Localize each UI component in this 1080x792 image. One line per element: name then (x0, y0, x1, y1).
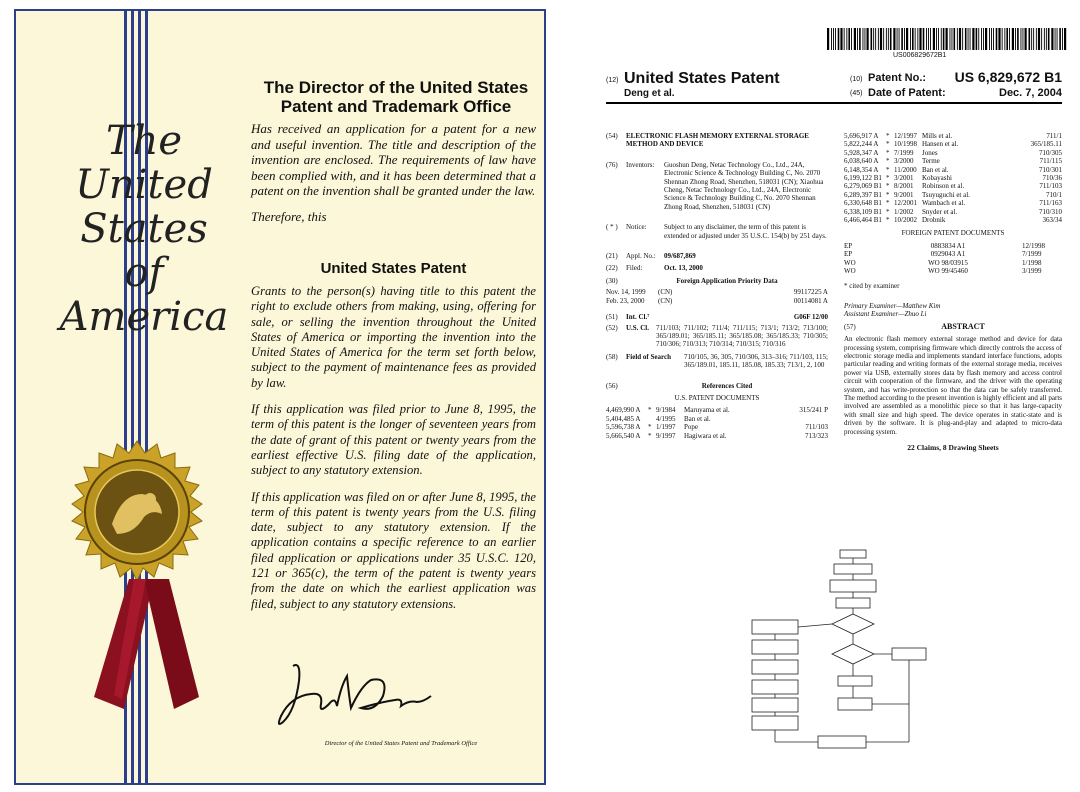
barcode-bar (930, 28, 931, 50)
foreign-doc-row (844, 267, 1062, 275)
barcode-bar (906, 28, 908, 50)
priority-date: Nov. 14, 1999 (606, 288, 646, 297)
us-doc-row (844, 174, 1062, 182)
us-doc-cls: 710/301 (1039, 165, 1062, 174)
us-doc-star: * (886, 199, 890, 208)
barcode-bar (952, 28, 953, 50)
patent-front-page (596, 28, 1066, 778)
cited-note: * cited by examiner (844, 281, 900, 290)
barcode-bar (1025, 28, 1027, 50)
us-doc-row (844, 149, 1062, 157)
barcode-bar (976, 28, 978, 50)
barcode-bar (996, 28, 998, 50)
barcode-bar (840, 28, 842, 50)
barcode-bar (857, 28, 858, 50)
barcode-bar (883, 28, 884, 50)
side-title-word: The (105, 118, 183, 164)
code-notice: ( * ) (606, 223, 618, 232)
search-label: Field of Search (626, 352, 671, 361)
barcode-bar (993, 28, 994, 50)
barcode-bar (917, 28, 918, 50)
side-title-word: United (75, 162, 213, 208)
barcode-bar (880, 28, 882, 50)
us-docs-list-continued (844, 132, 1062, 224)
us-doc-cls: 710/310 (1039, 207, 1062, 216)
us-doc-cls: 710/1 (1046, 190, 1062, 199)
us-doc-name: Hagiwara et al. (684, 431, 727, 440)
foreign-doc-date: 7/1999 (1022, 250, 1042, 259)
foreign-doc-num: WO 98/03915 (928, 258, 968, 267)
us-doc-date: 9/1997 (656, 431, 676, 440)
code-30: (30) (606, 276, 618, 285)
barcode-bar (1046, 28, 1047, 50)
foreign-doc-row (844, 259, 1062, 267)
us-doc-cls: 363/34 (1042, 216, 1062, 225)
barcode-bar (950, 28, 951, 50)
code-12: (12) (606, 77, 619, 84)
filed-field (606, 264, 828, 272)
barcode-bar (941, 28, 942, 50)
priority-country: (CN) (658, 296, 673, 305)
us-doc-star: * (886, 207, 890, 216)
us-doc-num: 6,330,648 B1 (844, 199, 882, 208)
us-doc-star: * (886, 140, 890, 149)
header-rule (606, 102, 1062, 104)
foreign-doc-c: WO (844, 267, 856, 276)
barcode-bar (854, 28, 856, 50)
barcode-bar (923, 28, 925, 50)
barcode-bar (938, 28, 939, 50)
barcode-bar (848, 28, 850, 50)
barcode-bar (1006, 28, 1008, 50)
us-doc-num: 5,666,540 A (606, 431, 641, 440)
barcode-bar (893, 28, 895, 50)
foreign-doc-row (844, 250, 1062, 258)
us-doc-name: Hansen et al. (922, 140, 959, 149)
barcode-number: US006829672B1 (893, 52, 947, 59)
us-doc-name: Wambach et al. (922, 199, 966, 208)
barcode-bar (871, 28, 873, 50)
us-doc-num: 5,822,244 A (844, 140, 879, 149)
code-54: (54) (606, 132, 618, 140)
foreign-doc-num: WO 99/45460 (928, 267, 968, 276)
us-doc-row (606, 406, 828, 414)
us-doc-star: * (886, 174, 890, 183)
us-doc-star: * (886, 182, 890, 191)
intcl-field (606, 313, 828, 321)
code-45: (45) (850, 90, 863, 97)
barcode-bar (867, 28, 869, 50)
intcl-label: Int. Cl.⁷ (626, 313, 650, 322)
barcode-bar (978, 28, 979, 50)
uscl-label: U.S. Cl. (626, 323, 649, 332)
foreign-doc-num: 0883834 A1 (930, 241, 966, 250)
refs-field (606, 382, 828, 390)
code-57: (57) (844, 322, 856, 331)
us-doc-name: Maruyama et al. (684, 406, 730, 415)
foreign-doc-num: 0929043 A1 (930, 250, 966, 259)
inventors-field (606, 161, 828, 211)
us-doc-date: 10/2002 (894, 216, 917, 225)
us-doc-date: 12/1997 (894, 132, 917, 140)
barcode-bar (959, 28, 961, 50)
us-doc-star: * (886, 148, 890, 157)
barcode-bar (1002, 28, 1003, 50)
barcode-bar (1062, 28, 1063, 50)
us-doc-date: 1/1997 (656, 423, 676, 432)
barcode-bar (873, 28, 874, 50)
code-21: (21) (606, 252, 618, 261)
us-doc-star: * (648, 406, 652, 415)
appl-field (606, 252, 828, 260)
barcode-bar (875, 28, 876, 50)
barcode-bar (928, 28, 929, 50)
primary-examiner: Primary Examiner—Matthew Kim (844, 301, 941, 310)
barcode-bar (1012, 28, 1014, 50)
refs-label: References Cited (701, 381, 753, 390)
therefore-text: Therefore, this (251, 208, 327, 224)
barcode-bar (863, 28, 864, 50)
priority-num: 00114081 A (793, 296, 828, 305)
barcode-bar (968, 28, 969, 50)
barcode-bar (915, 28, 916, 50)
foreign-doc-date: 1/1998 (1022, 258, 1042, 267)
us-doc-date: 10/1998 (894, 140, 917, 149)
notice-text: Subject to any disclaimer, the term of this patent is extended or adjusted under 35 U.S.C. 154(b) by 251 days. (664, 223, 827, 240)
priority-date: Feb. 23, 2000 (606, 296, 645, 305)
us-doc-num: 6,148,354 A (844, 165, 879, 174)
barcode-bar (1055, 28, 1056, 50)
priority-row (606, 288, 828, 296)
paragraph-prior: If this application was filed prior to June 8, 1995, the term of this patent is the longer of seventeen years from the date of grant of this patent or twenty years from the earliest effective U.S. filing date of the application, subject to any statutory extension. (251, 402, 536, 478)
us-doc-date: 3/2001 (894, 174, 914, 183)
us-doc-date: 9/1984 (656, 406, 676, 415)
barcode-bar (910, 28, 911, 50)
barcode-bar (912, 28, 914, 50)
barcode-bar (933, 28, 935, 50)
barcode-bar (1029, 28, 1031, 50)
barcode-bar (936, 28, 937, 50)
bibliographic-column (606, 132, 828, 440)
us-doc-cls: 711/103 (1039, 182, 1062, 191)
barcode-bar (901, 28, 903, 50)
us-doc-num: 5,404,485 A (606, 414, 641, 423)
us-doc-cls: 711/103 (805, 423, 828, 432)
us-doc-name: Pope (684, 423, 698, 432)
us-doc-row (844, 132, 1062, 140)
barcode (827, 28, 1067, 50)
us-doc-date: 7/1999 (894, 148, 914, 157)
us-doc-name: Terme (922, 157, 940, 166)
abstract-text: An electronic flash memory external storage method and device for data processing system, comprising firmware which directly controls the access of electronic storage media and implements standard interface functions, adopts particular reading and writing formats of the external storage media, receives power via USB, externally stores data by flash memory and access control circuit with cooperation of the firmware, and the driver with the operating system, and has write-protection so that the data can be safely transferred. The method according to the present invention is highly efficient and all parts involved are assembled as a monolithic piece so that it has large-capacity with small size and high speed. The device operates in static-state and is driven by the software. It is plug-and-play and adapted to micro-data processing system. (844, 335, 1062, 436)
barcode-bar (1048, 28, 1050, 50)
assistant-examiner: Assistant Examiner—Zhuo Li (844, 310, 927, 319)
us-doc-num: 6,038,640 A (844, 157, 879, 166)
us-doc-num: 6,289,397 B1 (844, 190, 882, 199)
us-doc-num: 5,928,347 A (844, 148, 879, 157)
inventors-text: Guoshun Deng, Netac Technology Co., Ltd., 24A, Electronic Science & Technology Building C, No. 2070 Shennan Zhong Road, Shenzhen, 518031 (CN); Xiaohua Cheng, Netac Technology Co., Ltd., 24A, Electronic Science & Technology Building C, No. 2070 Shennan Zhong Road, Shenzhen, 518031 (CN) (664, 160, 824, 211)
us-doc-cls: 711/163 (1039, 199, 1062, 208)
us-doc-name: Robinson et al. (922, 182, 965, 191)
barcode-bar (1021, 28, 1022, 50)
barcode-bar (1015, 28, 1016, 50)
us-doc-num: 6,279,069 B1 (844, 182, 882, 191)
references-column (844, 132, 1062, 452)
us-doc-date: 11/2000 (894, 165, 917, 174)
us-doc-cls (788, 415, 828, 423)
barcode-bar (1059, 28, 1061, 50)
us-doc-row (606, 432, 828, 440)
inventors-label: Inventors: (626, 160, 655, 169)
foreign-doc-date: 3/1999 (1022, 267, 1042, 276)
patent-certificate (14, 9, 546, 785)
side-title-word: States (80, 206, 208, 252)
barcode-bar (991, 28, 992, 50)
barcode-bar (1023, 28, 1024, 50)
us-doc-star: * (886, 216, 890, 225)
barcode-bar (897, 28, 898, 50)
uscl-value: 711/103; 711/102; 711/4; 711/115; 713/1; 713/2; 713/100; 365/189.01; 365/185.11; 365/185.08; 365/185.33; 710/305; 710/306; 710/313; 710/314; 710/315; 710/316 (656, 323, 828, 349)
date-label: Date of Patent: (868, 87, 946, 99)
invention-title: ELECTRONIC FLASH MEMORY EXTERNAL STORAGE METHOD AND DEVICE (626, 132, 809, 149)
us-doc-date: 12/2001 (894, 199, 917, 208)
director-signature (271, 656, 441, 736)
code-22: (22) (606, 264, 618, 273)
code-56: (56) (606, 381, 618, 390)
barcode-bar (943, 28, 945, 50)
foreign-docs-list (844, 242, 1062, 276)
us-doc-row (844, 140, 1062, 148)
barcode-bar (972, 28, 974, 50)
abstract-heading (844, 323, 1062, 331)
barcode-bar (981, 28, 982, 50)
us-doc-name: Ban et al. (922, 165, 949, 174)
barcode-bar (878, 28, 879, 50)
director-heading: The Director of the United States Patent and Trademark Office (263, 78, 529, 116)
inventor-short: Deng et al. (624, 88, 675, 99)
foreign-doc-c: EP (844, 250, 853, 259)
us-doc-row (844, 208, 1062, 216)
barcode-bar (890, 28, 892, 50)
us-doc-star: * (886, 165, 890, 174)
us-doc-cls: 710/305 (1039, 148, 1062, 157)
code-52: (52) (606, 323, 618, 332)
barcode-bar (946, 28, 948, 50)
us-docs-list (606, 406, 828, 440)
notice-field (606, 223, 828, 240)
uscl-field (606, 324, 828, 349)
barcode-bar (1036, 28, 1037, 50)
foreign-doc-c: WO (844, 258, 856, 267)
search-value: 710/105, 36, 305, 710/306, 313–316; 711/103, 115; 365/189.01, 185.11, 185.08, 185.33; 713/1, 2, 100 (684, 352, 828, 370)
foreign-doc-c: EP (844, 241, 853, 250)
barcode-bar (1004, 28, 1005, 50)
barcode-bar (998, 28, 1000, 50)
certificate-side-title (54, 119, 234, 339)
barcode-bar (957, 28, 958, 50)
paragraph-received: Has received an application for a patent for a new and useful invention. The title and description of the invention are enclosed. The requirements of law have been complied with, and it has been determined that a patent on the invention shall be granted under the law. (251, 121, 536, 199)
appl-label: Appl. No.: (626, 252, 656, 261)
barcode-bar (827, 28, 829, 50)
us-doc-row (844, 216, 1062, 224)
barcode-bar (899, 28, 900, 50)
gold-seal-icon (62, 439, 212, 589)
us-doc-name: Tsuyuguchi et al. (922, 190, 970, 199)
priority-row (606, 297, 828, 305)
paragraph-grants: Grants to the person(s) having title to this patent the right to exclude others from making, using, offering for sale, or selling the invention throughout the United States of America or importing the invention into the United States of America for the term set forth below, subject to the payment of maintenance fees as provided by law. (251, 284, 536, 390)
foreign-doc-date: 12/1998 (1022, 241, 1045, 250)
barcode-bar (1051, 28, 1053, 50)
barcode-bar (983, 28, 984, 50)
flowchart-drawing (742, 548, 952, 758)
abstract-label: ABSTRACT (941, 321, 985, 331)
us-doc-name: Drobnik (922, 216, 946, 225)
barcode-bar (989, 28, 990, 50)
barcode-bar (838, 28, 840, 50)
barcode-bar (970, 28, 971, 50)
paragraph-after: If this application was filed on or after June 8, 1995, the term of this patent is twenty years from the U.S. filing date, subject to any statutory extension. If the application contains a specific reference to an earlier filed application or applications under 35 U.S.C. 120, 121 or 365(c), the term of the patent is twenty years from the date on which the earliest application was filed, subject to any statutory extensions. (251, 489, 536, 611)
title-field (606, 132, 828, 149)
search-field (606, 353, 828, 370)
us-doc-cls: 711/1 (1046, 132, 1062, 140)
barcode-bar (926, 28, 927, 50)
certificate-intro (251, 121, 536, 235)
filed-label: Filed: (626, 264, 643, 273)
barcode-bar (865, 28, 866, 50)
us-doc-date: 9/2001 (894, 190, 914, 199)
us-doc-row (844, 182, 1062, 190)
us-doc-row (606, 423, 828, 431)
us-doc-star: * (886, 157, 890, 166)
us-doc-num: 6,199,122 B1 (844, 174, 882, 183)
barcode-bar (904, 28, 905, 50)
us-doc-cls: 315/241 P (799, 406, 828, 415)
red-ribbon-icon (74, 579, 224, 729)
us-doc-star: * (648, 423, 652, 432)
notice-label: Notice: (626, 223, 647, 232)
us-doc-num: 6,466,464 B1 (844, 216, 882, 225)
barcode-bar (1044, 28, 1045, 50)
code-76: (76) (606, 160, 618, 169)
patent-header-title: United States Patent (624, 70, 780, 87)
foreign-docs-label: FOREIGN PATENT DOCUMENTS (901, 229, 1005, 238)
us-doc-name: Jones (922, 148, 938, 157)
priority-country: (CN) (658, 288, 673, 297)
patent-date: Dec. 7, 2004 (999, 87, 1062, 99)
certificate-terms (251, 284, 536, 623)
barcode-bar (1057, 28, 1058, 50)
us-doc-date: 3/2000 (894, 157, 914, 166)
us-doc-cls: 365/185.11 (1030, 140, 1062, 149)
code-51: (51) (606, 313, 618, 322)
patent-number: US 6,829,672 B1 (954, 69, 1062, 85)
us-doc-row (844, 199, 1062, 207)
claims-count: 22 Claims, 8 Drawing Sheets (907, 443, 999, 452)
barcode-bar (835, 28, 836, 50)
foreign-doc-row (844, 242, 1062, 250)
priority-field (606, 277, 828, 285)
us-doc-star: * (886, 132, 890, 140)
barcode-bar (1064, 28, 1066, 50)
appl-no: 09/687,869 (664, 252, 696, 261)
us-docs-label: U.S. PATENT DOCUMENTS (674, 393, 760, 402)
us-doc-name: Snyder et al. (922, 207, 958, 216)
barcode-bar (965, 28, 967, 50)
code-10: (10) (850, 76, 863, 83)
barcode-bar (919, 28, 921, 50)
us-doc-row (844, 157, 1062, 165)
us-doc-num: 5,596,738 A (606, 423, 641, 432)
intcl-value: G06F 12/00 (793, 313, 828, 322)
barcode-bar (859, 28, 861, 50)
us-doc-name: Ban et al. (684, 414, 711, 423)
priority-label: Foreign Application Priority Data (676, 276, 778, 285)
us-doc-num: 6,338,109 B1 (844, 207, 882, 216)
us-doc-row (844, 166, 1062, 174)
us-doc-cls: 710/36 (1042, 174, 1062, 183)
patent-no-label: Patent No.: (868, 72, 927, 84)
us-doc-cls: 713/323 (805, 431, 828, 440)
barcode-bar (851, 28, 852, 50)
code-58: (58) (606, 352, 618, 361)
barcode-bar (846, 28, 847, 50)
us-doc-cls: 711/115 (1039, 157, 1062, 166)
barcode-bar (1017, 28, 1019, 50)
us-doc-row (606, 415, 828, 423)
barcode-bar (1033, 28, 1034, 50)
side-title-word: America (59, 294, 229, 340)
us-doc-star: * (886, 190, 890, 199)
us-doc-star: * (648, 431, 652, 440)
barcode-bar (833, 28, 834, 50)
us-doc-name: Mills et al. (922, 132, 953, 140)
us-doc-date: 8/2001 (894, 182, 914, 191)
us-doc-star (648, 415, 656, 423)
priority-num: 99117225 A (793, 288, 828, 297)
barcode-bar (954, 28, 956, 50)
barcode-bar (1041, 28, 1042, 50)
us-doc-num: 4,469,990 A (606, 406, 641, 415)
us-doc-num: 5,696,917 A (844, 132, 879, 140)
barcode-bar (888, 28, 889, 50)
filed-date: Oct. 13, 2000 (664, 264, 703, 273)
certificate-patent-title: United States Patent (320, 260, 467, 277)
barcode-bar (1009, 28, 1010, 50)
us-doc-name: Kobayashi (922, 174, 952, 183)
us-doc-row (844, 191, 1062, 199)
barcode-bar (1031, 28, 1032, 50)
us-doc-date: 4/1995 (656, 414, 676, 423)
barcode-bar (985, 28, 987, 50)
us-doc-date: 1/2002 (894, 207, 914, 216)
barcode-bar (886, 28, 887, 50)
barcode-bar (844, 28, 845, 50)
barcode-bar (962, 28, 963, 50)
side-title-word: of (124, 250, 164, 296)
signature-caption: Director of the United States Patent and Trademark Office (324, 740, 478, 747)
barcode-bar (1038, 28, 1040, 50)
barcode-bar (831, 28, 832, 50)
